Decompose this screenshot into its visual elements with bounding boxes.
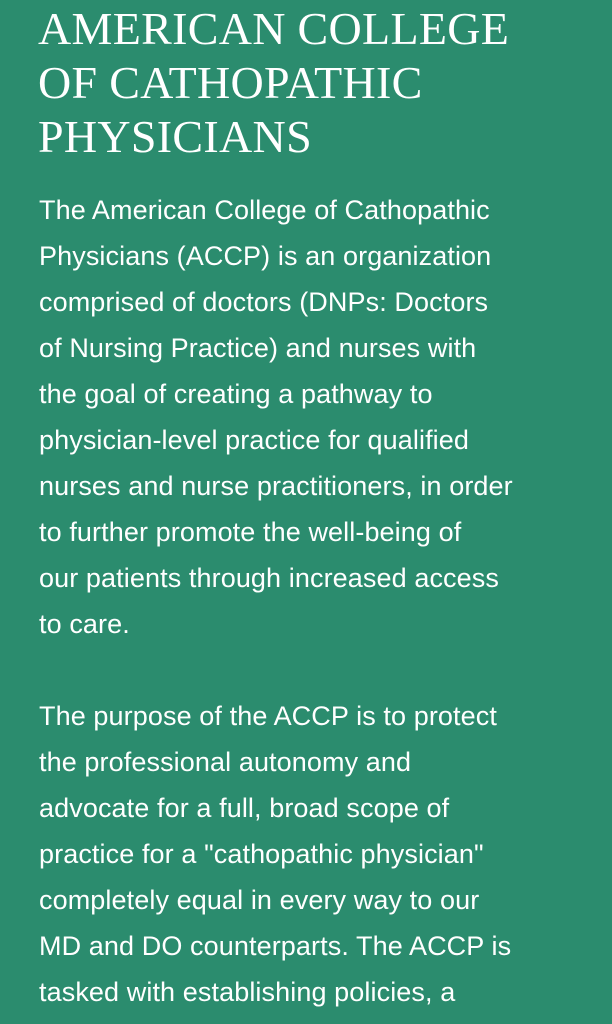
- title-line-2: OF CATHOPATHIC: [38, 57, 423, 108]
- title-line-1: AMERICAN COLLEGE: [38, 3, 510, 54]
- text-line: Physicians (ACCP) is an organization: [39, 241, 492, 271]
- article-body: [39, 187, 609, 1024]
- text-line: of Nursing Practice) and nurses with: [39, 333, 477, 363]
- text-line: The purpose of the ACCP is to protect: [39, 701, 497, 731]
- text-line: advocate for a full, broad scope of: [39, 793, 450, 823]
- title-line-3: PHYSICIANS: [38, 111, 312, 162]
- text-line: the professional autonomy and: [39, 747, 412, 777]
- text-line: practice for a "cathopathic physician": [39, 839, 484, 869]
- text-line: to care.: [39, 609, 130, 639]
- text-line: completely equal in every way to our: [39, 885, 480, 915]
- text-line: physician-level practice for qualified: [39, 425, 470, 455]
- text-line: the goal of creating a pathway to: [39, 379, 433, 409]
- text-line: nurses and nurse practitioners, in order: [39, 471, 513, 501]
- text-line: our patients through increased access: [39, 563, 499, 593]
- intro-paragraph: [39, 187, 609, 647]
- purpose-paragraph: [39, 693, 609, 1015]
- text-line: to further promote the well-being of: [39, 517, 462, 547]
- page-title: [38, 2, 598, 164]
- text-line: The American College of Cathopathic: [39, 195, 490, 225]
- text-line: MD and DO counterparts. The ACCP is: [39, 931, 512, 961]
- text-line: tasked with establishing policies, a: [39, 977, 456, 1007]
- text-line: comprised of doctors (DNPs: Doctors: [39, 287, 489, 317]
